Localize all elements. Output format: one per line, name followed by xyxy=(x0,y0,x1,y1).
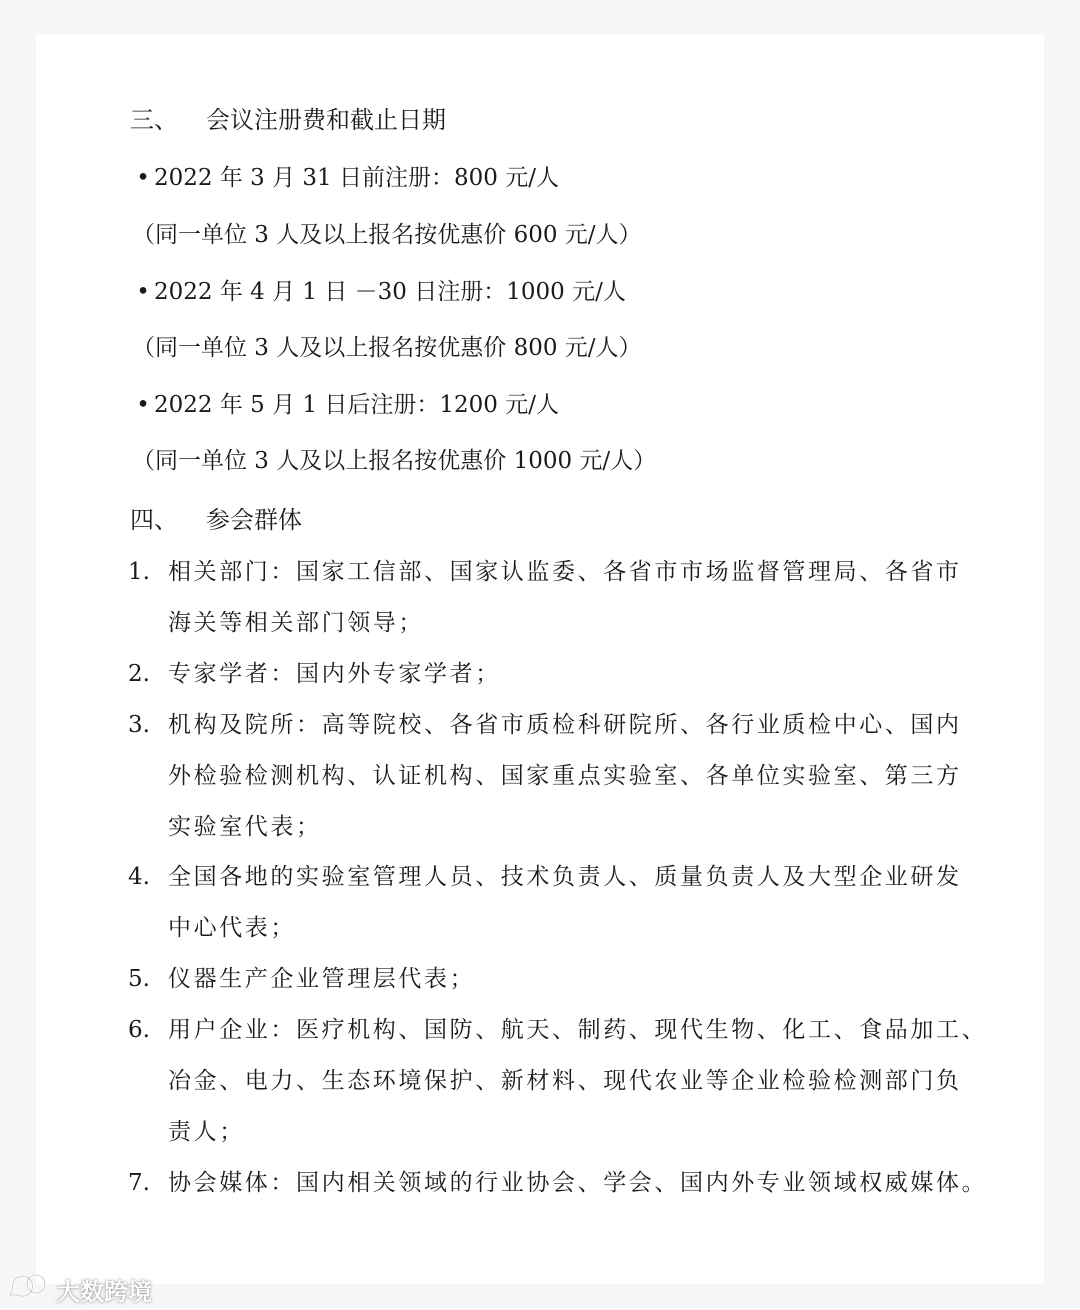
item-number: 7. xyxy=(128,1170,150,1196)
attendee-item-4 xyxy=(128,861,962,963)
attendee-item-3 xyxy=(128,709,962,862)
fee-tier-2-text: 2022 年 4 月 1 日 －30 日注册：1000 元/人 xyxy=(154,279,626,305)
bullet-dot: • xyxy=(136,392,150,418)
item-number: 1. xyxy=(128,559,150,585)
item-line: 用户企业：医疗机构、国防、航天、制药、现代生物、化工、食品加工、 xyxy=(168,1017,988,1043)
bullet-dot: • xyxy=(136,279,150,305)
item-line: 全国各地的实验室管理人员、技术负责人、质量负责人及大型企业研发 xyxy=(168,864,962,890)
attendee-item-1 xyxy=(128,556,962,658)
section-3-heading xyxy=(130,104,446,136)
attendee-item-6 xyxy=(128,1014,988,1167)
item-line: 外检验检测机构、认证机构、国家重点实验室、各单位实验室、第三方 xyxy=(168,763,962,789)
section-4-title: 参会群体 xyxy=(206,506,302,534)
bullet-dot: • xyxy=(136,165,150,191)
section-3-title: 会议注册费和截止日期 xyxy=(206,106,446,134)
attendee-item-2 xyxy=(128,658,958,709)
item-number: 2. xyxy=(128,661,150,687)
fee-tier-3-note: （同一单位 3 人及以上报名按优惠价 1000 元/人） xyxy=(132,448,657,474)
fee-tier-2 xyxy=(132,276,626,308)
section-4-heading xyxy=(130,504,302,536)
item-line: 专家学者：国内外专家学者； xyxy=(168,661,501,687)
item-line: 仪器生产企业管理层代表； xyxy=(168,966,476,992)
item-line: 责人； xyxy=(168,1119,245,1145)
fee-tier-1-note: （同一单位 3 人及以上报名按优惠价 600 元/人） xyxy=(132,222,642,248)
item-line: 协会媒体：国内相关领域的行业协会、学会、国内外专业领域权威媒体。 xyxy=(168,1170,988,1196)
attendee-item-5 xyxy=(128,963,958,1014)
watermark-text: 大数跨境 xyxy=(56,1277,152,1306)
document-page xyxy=(36,34,1044,1284)
item-line: 实验室代表； xyxy=(168,814,322,840)
item-line: 海关等相关部门领导； xyxy=(168,610,424,636)
fee-tier-3 xyxy=(132,389,559,421)
item-number: 5. xyxy=(128,966,150,992)
item-line: 机构及院所：高等院校、各省市质检科研院所、各行业质检中心、国内 xyxy=(168,712,962,738)
watermark xyxy=(6,1272,152,1306)
fee-tier-1 xyxy=(132,162,559,194)
fee-tier-3-text: 2022 年 5 月 1 日后注册：1200 元/人 xyxy=(154,392,559,418)
item-line: 中心代表； xyxy=(168,915,296,941)
chat-bubble-logo-icon xyxy=(6,1271,56,1307)
attendee-item-7 xyxy=(128,1167,988,1218)
item-line: 冶金、电力、生态环境保护、新材料、现代农业等企业检验检测部门负 xyxy=(168,1068,962,1094)
fee-tier-2-note: （同一单位 3 人及以上报名按优惠价 800 元/人） xyxy=(132,335,642,361)
item-number: 6. xyxy=(128,1017,150,1043)
section-4-number: 四、 xyxy=(130,506,178,534)
item-line: 相关部门：国家工信部、国家认监委、各省市市场监督管理局、各省市 xyxy=(168,559,962,585)
item-number: 3. xyxy=(128,712,150,738)
item-number: 4. xyxy=(128,864,150,890)
fee-tier-1-text: 2022 年 3 月 31 日前注册：800 元/人 xyxy=(154,165,559,191)
section-3-number: 三、 xyxy=(130,106,178,134)
